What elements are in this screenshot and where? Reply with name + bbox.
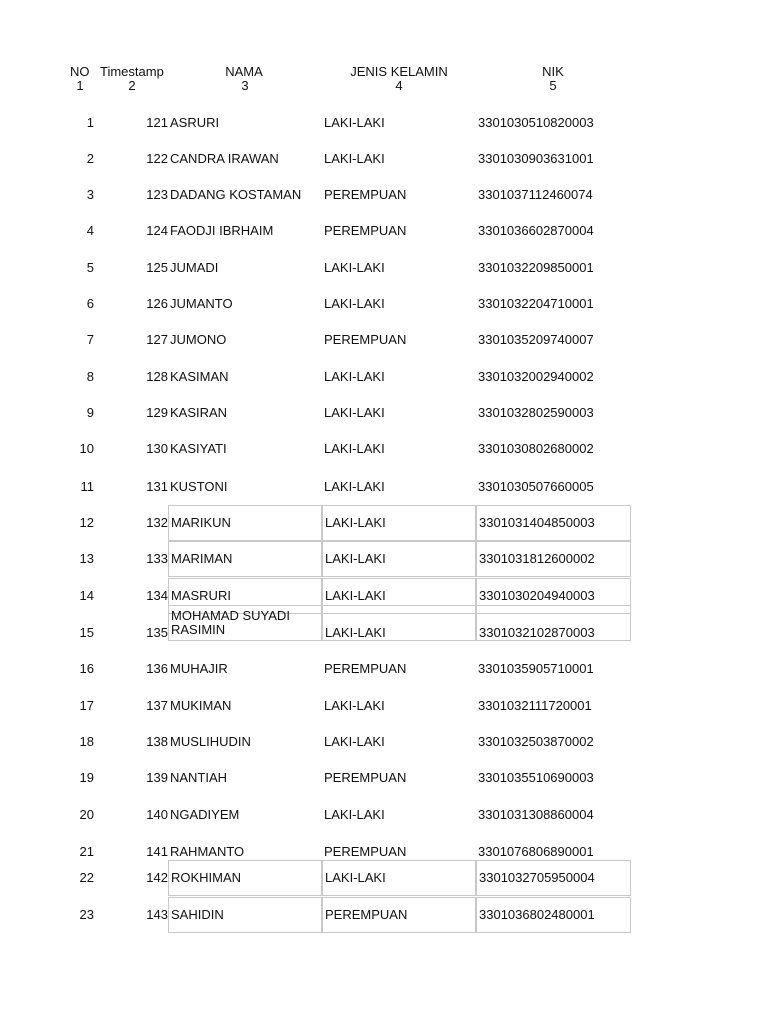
table-row <box>0 724 768 760</box>
cell-no: 17 <box>79 698 94 713</box>
cell-jenis-kelamin: LAKI-LAKI <box>324 698 385 713</box>
cell-nama: MUKIMAN <box>170 698 232 713</box>
cell-nik: 3301032204710001 <box>478 296 594 311</box>
cell-nik: 3301032002940002 <box>478 369 594 384</box>
cell-jenis-kelamin: PEREMPUAN <box>322 897 476 933</box>
cell-timestamp: 142 <box>146 870 168 885</box>
cell-timestamp: 138 <box>146 734 168 749</box>
cell-no: 21 <box>79 844 94 859</box>
cell-nama-line-2: RASIMIN <box>171 622 226 637</box>
cell-timestamp: 133 <box>146 551 168 566</box>
cell-jenis-kelamin: PEREMPUAN <box>324 223 407 238</box>
cell-jenis-kelamin: LAKI-LAKI <box>322 860 476 896</box>
cell-no: 23 <box>79 907 94 922</box>
cell-nama: KUSTONI <box>170 479 228 494</box>
cell-timestamp: 124 <box>146 223 168 238</box>
cell-timestamp: 126 <box>146 296 168 311</box>
cell-jenis-kelamin: LAKI-LAKI <box>324 807 385 822</box>
cell-timestamp: 134 <box>146 588 168 603</box>
cell-timestamp: 131 <box>146 479 168 494</box>
cell-nama: MARIMAN <box>168 541 322 577</box>
cell-nama: MARIKUN <box>168 505 322 541</box>
cell-timestamp: 127 <box>146 332 168 347</box>
cell-nama: ROKHIMAN <box>168 860 322 896</box>
cell-no: 10 <box>79 441 94 456</box>
cell-nama: JUMANTO <box>170 296 233 311</box>
cell-nama: KASIRAN <box>170 405 228 420</box>
table-row <box>0 322 768 358</box>
cell-timestamp: 125 <box>146 260 168 275</box>
cell-nama: MUSLIHUDIN <box>170 734 251 749</box>
cell-timestamp: 136 <box>146 661 168 676</box>
cell-nik: 3301032802590003 <box>478 405 594 420</box>
cell-jenis-kelamin: LAKI-LAKI <box>324 479 385 494</box>
cell-no: 12 <box>79 515 94 530</box>
cell-timestamp: 139 <box>146 770 168 785</box>
table-row <box>0 250 768 286</box>
cell-jenis-kelamin: LAKI-LAKI <box>324 441 385 456</box>
cell-nik: 3301032503870002 <box>478 734 594 749</box>
table-row <box>0 541 768 577</box>
cell-nik: 3301035510690003 <box>478 770 594 785</box>
cell-timestamp: 130 <box>146 441 168 456</box>
cell-timestamp: 122 <box>146 151 168 166</box>
cell-no: 9 <box>86 405 94 420</box>
cell-nik: 3301035209740007 <box>478 332 594 347</box>
cell-nama: FAODJI IBRHAIM <box>170 223 274 238</box>
header-index-1: 1 <box>76 78 84 93</box>
cell-no: 13 <box>79 551 94 566</box>
cell-timestamp: 123 <box>146 187 168 202</box>
table-row <box>0 860 768 896</box>
cell-nama: NGADIYEM <box>170 807 240 822</box>
table-row <box>0 605 768 641</box>
cell-no: 18 <box>79 734 94 749</box>
table-row <box>0 505 768 541</box>
cell-nik: 3301030903631001 <box>478 151 594 166</box>
header-no: NO <box>70 64 90 79</box>
cell-nama: JUMADI <box>170 260 219 275</box>
table-row <box>0 286 768 322</box>
cell-nama: ASRURI <box>170 115 220 130</box>
cell-jenis-kelamin: PEREMPUAN <box>324 661 407 676</box>
cell-jenis-kelamin: PEREMPUAN <box>324 187 407 202</box>
cell-nama: SAHIDIN <box>168 897 322 933</box>
table-row <box>0 760 768 796</box>
header-jenis-kelamin: JENIS KELAMIN <box>350 64 448 79</box>
cell-no: 11 <box>80 479 94 494</box>
header-nama: NAMA <box>225 64 263 79</box>
cell-nik: 3301076806890001 <box>478 844 594 859</box>
cell-nik: 3301035905710001 <box>478 661 594 676</box>
cell-nik: 3301032209850001 <box>478 260 594 275</box>
cell-jenis-kelamin: LAKI-LAKI <box>322 578 476 614</box>
cell-no: 16 <box>79 661 94 676</box>
cell-no: 20 <box>79 807 94 822</box>
table-row <box>0 651 768 687</box>
cell-jenis-kelamin: LAKI-LAKI <box>324 405 385 420</box>
cell-nik: 3301031812600002 <box>476 541 631 577</box>
cell-no: 15 <box>79 625 94 640</box>
cell-jenis-kelamin: LAKI-LAKI <box>324 260 385 275</box>
cell-jenis-kelamin: PEREMPUAN <box>324 770 407 785</box>
cell-no: 4 <box>86 223 94 238</box>
cell-nik: 3301036802480001 <box>476 897 631 933</box>
cell-timestamp: 129 <box>146 405 168 420</box>
cell-nama: KASIYATI <box>170 441 227 456</box>
cell-jenis-kelamin: LAKI-LAKI <box>324 115 385 130</box>
cell-timestamp: 128 <box>146 369 168 384</box>
table-row <box>0 359 768 395</box>
cell-nik: 3301030204940003 <box>476 578 631 614</box>
cell-nik: 3301032102870003 <box>476 605 631 641</box>
header-nik: NIK <box>542 64 564 79</box>
cell-nik: 3301036602870004 <box>478 223 594 238</box>
cell-nik: 3301030802680002 <box>478 441 594 456</box>
cell-timestamp: 132 <box>146 515 168 530</box>
cell-no: 14 <box>79 588 94 603</box>
cell-nama: DADANG KOSTAMAN <box>170 187 302 202</box>
cell-no: 3 <box>86 187 94 202</box>
cell-timestamp: 121 <box>146 115 168 130</box>
cell-timestamp: 141 <box>146 844 168 859</box>
cell-nama: CANDRA IRAWAN <box>170 151 279 166</box>
cell-no: 6 <box>86 296 94 311</box>
cell-timestamp: 137 <box>146 698 168 713</box>
table-row <box>0 141 768 177</box>
cell-nama: RAHMANTO <box>170 844 245 859</box>
cell-timestamp: 135 <box>146 625 168 640</box>
table-row <box>0 105 768 141</box>
cell-jenis-kelamin: LAKI-LAKI <box>324 296 385 311</box>
cell-no: 5 <box>86 260 94 275</box>
cell-jenis-kelamin: LAKI-LAKI <box>324 151 385 166</box>
cell-nama: MASRURI <box>168 578 322 614</box>
cell-timestamp: 143 <box>146 907 168 922</box>
cell-nama: NANTIAH <box>170 770 228 785</box>
cell-timestamp: 140 <box>146 807 168 822</box>
cell-nik: 3301030510820003 <box>478 115 594 130</box>
header-timestamp: Timestamp <box>100 64 164 79</box>
cell-jenis-kelamin: LAKI-LAKI <box>322 541 476 577</box>
cell-nama: KASIMAN <box>170 369 229 384</box>
cell-no: 1 <box>86 115 94 130</box>
table-row <box>0 469 768 505</box>
header-index-2: 2 <box>128 78 136 93</box>
header-index-3: 3 <box>241 78 249 93</box>
cell-jenis-kelamin: PEREMPUAN <box>324 332 407 347</box>
cell-no: 2 <box>86 151 94 166</box>
table-row <box>0 213 768 249</box>
cell-nama: MUHAJIR <box>170 661 228 676</box>
table-row <box>0 797 768 833</box>
cell-no: 19 <box>79 770 94 785</box>
cell-nik: 3301031308860004 <box>478 807 594 822</box>
cell-nama: JUMONO <box>170 332 227 347</box>
cell-nik: 3301032111720001 <box>478 698 592 713</box>
cell-jenis-kelamin: LAKI-LAKI <box>322 505 476 541</box>
cell-no: 7 <box>86 332 94 347</box>
cell-jenis-kelamin: LAKI-LAKI <box>322 605 476 641</box>
cell-nama <box>168 605 322 641</box>
cell-nik: 3301037112460074 <box>478 187 593 202</box>
cell-jenis-kelamin: PEREMPUAN <box>324 844 407 859</box>
cell-jenis-kelamin: LAKI-LAKI <box>324 369 385 384</box>
table-row <box>0 688 768 724</box>
cell-no: 22 <box>79 870 94 885</box>
header-index-4: 4 <box>395 78 403 93</box>
header-index-5: 5 <box>549 78 557 93</box>
cell-no: 8 <box>86 369 94 384</box>
table-row <box>0 897 768 933</box>
table-row <box>0 431 768 467</box>
table-row <box>0 395 768 431</box>
cell-jenis-kelamin: LAKI-LAKI <box>324 734 385 749</box>
table-row <box>0 177 768 213</box>
cell-nik: 3301032705950004 <box>476 860 631 896</box>
cell-nik: 3301030507660005 <box>478 479 594 494</box>
cell-nik: 3301031404850003 <box>476 505 631 541</box>
cell-nama-line-1: MOHAMAD SUYADI <box>171 608 290 623</box>
